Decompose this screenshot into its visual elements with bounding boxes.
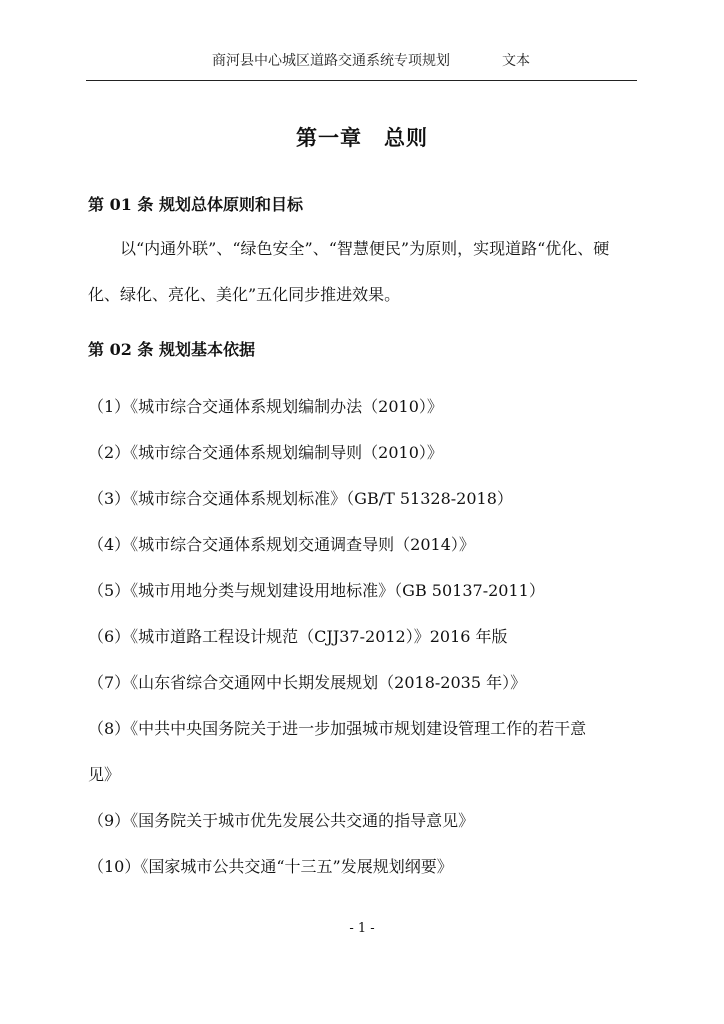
header-title: 商河县中心城区道路交通系统专项规划 [212, 53, 450, 69]
reference-item: （3）《城市综合交通体系规划标准》（GB/T 51328-2018） [88, 489, 513, 508]
reference-item: （10）《国家城市公共交通“十三五”发展规划纲要》 [88, 857, 453, 876]
header-doc-type: 文本 [502, 53, 530, 69]
reference-item: （7）《山东省综合交通网中长期发展规划（2018-2035 年）》 [88, 673, 527, 692]
section-heading-01: 第 01 条 规划总体原则和目标 [88, 195, 303, 214]
page-header [212, 50, 530, 70]
reference-item-continuation: 见》 [88, 765, 121, 784]
paragraph-line: 化、绿化、亮化、美化”五化同步推进效果。 [88, 285, 401, 304]
reference-item: （8）《中共中央国务院关于进一步加强城市规划建设管理工作的若干意 [88, 719, 587, 738]
chapter-title: 第一章 总则 [296, 125, 428, 150]
reference-item: （9）《国务院关于城市优先发展公共交通的指导意见》 [88, 811, 475, 830]
reference-item: （4）《城市综合交通体系规划交通调查导则（2014）》 [88, 535, 475, 554]
reference-item: （1）《城市综合交通体系规划编制办法（2010）》 [88, 397, 443, 416]
header-rule [86, 80, 637, 81]
page-number: - 1 - [349, 921, 375, 936]
reference-item: （6）《城市道路工程设计规范（CJJ37-2012）》2016 年版 [88, 627, 508, 646]
paragraph-line: 以“内通外联”、“绿色安全”、“智慧便民”为原则，实现道路“优化、硬 [120, 239, 610, 258]
section-heading-02: 第 02 条 规划基本依据 [88, 340, 255, 359]
reference-item: （2）《城市综合交通体系规划编制导则（2010）》 [88, 443, 443, 462]
reference-item: （5）《城市用地分类与规划建设用地标准》（GB 50137-2011） [88, 581, 545, 600]
